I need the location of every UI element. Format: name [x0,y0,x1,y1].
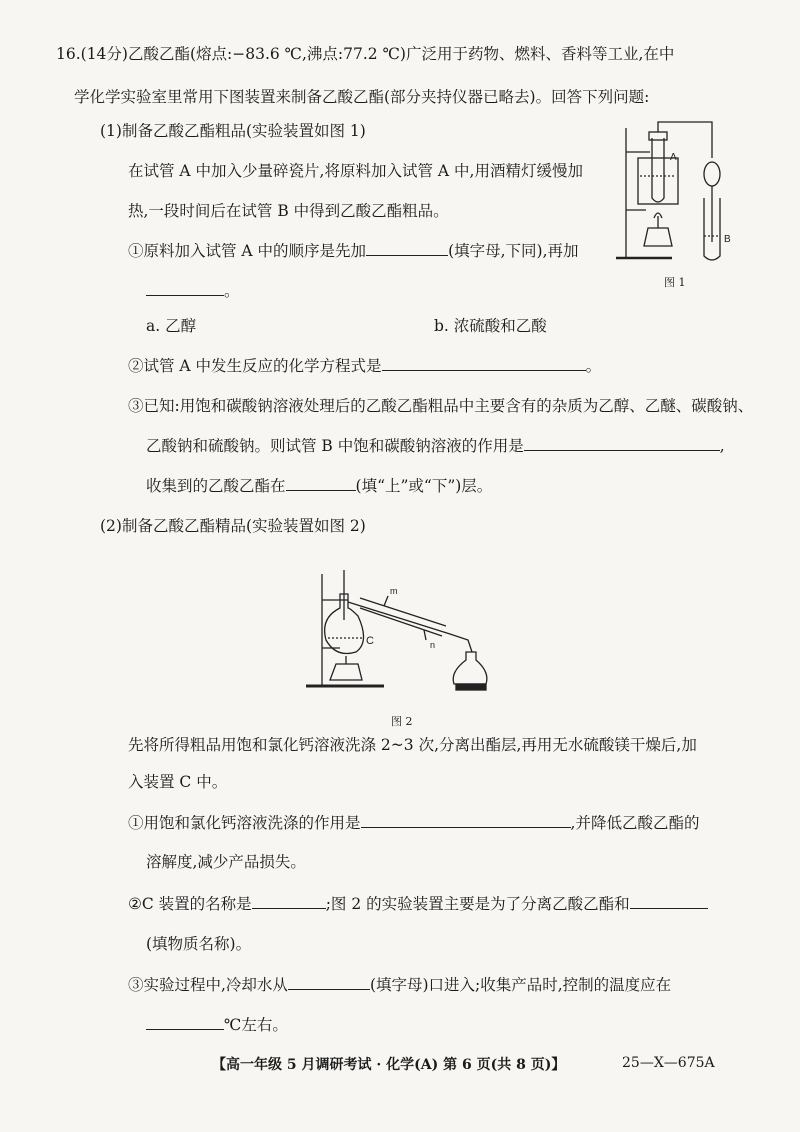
answer-blank-q3b[interactable] [286,475,356,491]
answer-blank-q2[interactable] [382,355,586,371]
part1-q1-text: ①原料加入试管 A 中的顺序是先加 [128,242,367,260]
part2-q3-cont [146,1014,288,1036]
figure-2-caption: 图 2 [391,715,413,728]
page-footer: 【高一年级 5 月调研考试 · 化学(A) 第 6 页(共 8 页)】 [212,1057,566,1073]
part1-q3-text4: (填“上”或“下”)层。 [355,477,493,495]
fig2-label-c: C [366,635,374,647]
exam-code: 25—X—675A [622,1055,715,1071]
answer-blank-p2-q2b[interactable] [630,893,708,909]
part2-q1-text: ①用饱和氯化钙溶液洗涤的作用是 [128,814,361,832]
part2-q1-cont: 溶解度,减少产品损失。 [146,853,306,871]
fig2-label-n: n [430,640,436,650]
fig1-label-b: B [724,234,731,245]
part1-q2-end: 。 [585,357,602,375]
part2-q2-cont: (填物质名称)。 [146,935,252,953]
part2-q2 [128,893,708,915]
part1-q2-text: ②试管 A 中发生反应的化学方程式是 [128,357,382,375]
part1-q1-end: 。 [224,282,240,300]
fig1-label-a: A [670,152,677,163]
part1-q3-line2 [146,435,725,457]
question-16-header: 16.(14分)乙酸乙酯(熔点:−83.6 ℃,沸点:77.2 ℃)广泛用于药物、燃料、香料等工业,在中 [56,45,675,63]
answer-blank-p2-q2a[interactable] [252,893,326,909]
answer-blank-q1b[interactable] [146,280,224,296]
part1-para-line2: 热,一段时间后在试管 B 中得到乙酸乙酯粗品。 [128,202,449,220]
answer-blank-p2-q3a[interactable] [288,974,370,990]
figure-1-apparatus [612,118,752,268]
part1-q1 [128,240,579,262]
part1-q3-line1: ③已知:用饱和碳酸钠溶液处理后的乙酸乙酯粗品中主要含有的杂质为乙醇、乙醚、碳酸钠、 [128,397,754,415]
answer-blank-q1a[interactable] [366,240,448,256]
part2-q3-text3: ℃左右。 [224,1016,288,1034]
part1-q3-text3: 收集到的乙酸乙酯在 [146,477,286,495]
part1-q1-cont [146,280,240,302]
part1-q2 [128,355,601,377]
part1-q3-text: 乙酸钠和硫酸钠。则试管 B 中饱和碳酸钠溶液的作用是 [146,437,524,455]
part2-para-line2: 入装置 C 中。 [128,773,228,791]
part2-q2-text2: ;图 2 的实验装置主要是为了分离乙酸乙酯和 [325,895,630,913]
option-b: b. 浓硫酸和乙酸 [434,317,547,335]
part1-q1-text2: (填字母,下同),再加 [448,242,579,260]
part1-q3-comma: , [719,437,725,455]
part2-q3-text: ③实验过程中,冷却水从 [128,976,288,994]
part2-q3 [128,974,671,996]
part2-para-line1: 先将所得粗品用饱和氯化钙溶液洗涤 2~3 次,分离出酯层,再用无水硫酸镁干燥后,加 [128,736,697,754]
question-16-header-cont: 学化学实验室里常用下图装置来制备乙酸乙酯(部分夹持仪器已略去)。回答下列问题: [74,88,650,106]
figure-1-caption: 图 1 [664,276,686,289]
answer-blank-q3a[interactable] [524,435,720,451]
part1-q3-line3 [146,475,492,497]
answer-blank-p2-q1[interactable] [361,812,571,828]
part2-title: (2)制备乙酸乙酯精品(实验装置如图 2) [100,517,366,535]
figure-2-distillation-apparatus [300,560,510,700]
answer-blank-p2-q3b[interactable] [146,1014,224,1030]
part2-q1 [128,812,699,834]
part2-q1-text2: ,并降低乙酸乙酯的 [570,814,700,832]
part2-q2-text: ②C 装置的名称是 [128,895,252,913]
part2-q3-text2: (填字母)口进入;收集产品时,控制的温度应在 [369,976,672,994]
option-a: a. 乙醇 [146,317,197,335]
fig2-label-m: m [390,586,398,596]
part1-title: (1)制备乙酸乙酯粗品(实验装置如图 1) [100,122,366,140]
part1-para-line1: 在试管 A 中加入少量碎瓷片,将原料加入试管 A 中,用酒精灯缓慢加 [128,162,583,180]
